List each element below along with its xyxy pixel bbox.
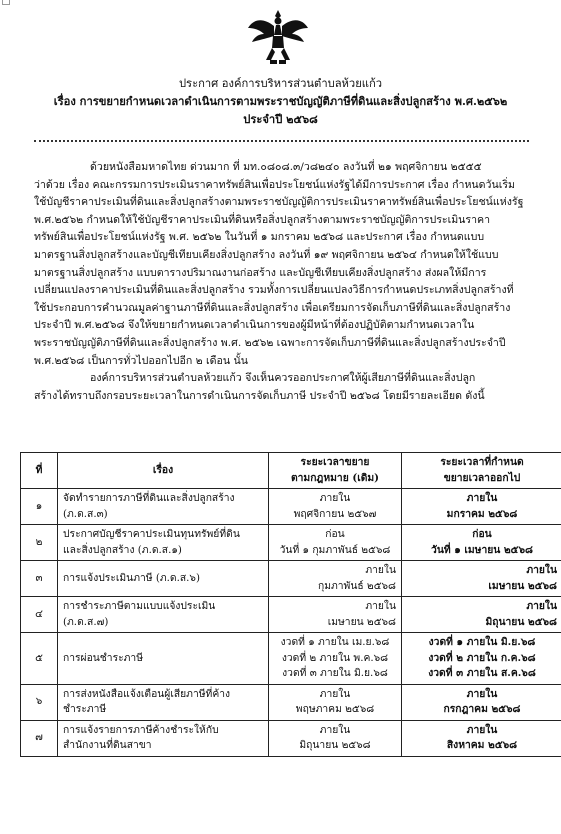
body-line: มาตรฐานสิ่งปลูกสร้าง แบบตารางปริมาณงานก่อสร้าง และบัญชีเทียบเคียงสิ่งปลูกสร้าง ส่งผลให้มีการ <box>34 266 487 279</box>
announcement-org-title: ประกาศ องค์การบริหารส่วนตำบลห้วยแก้ว <box>178 77 383 90</box>
body-line: มาตรฐานสิ่งปลูกสร้างและบัญชีเทียบเคียงสิ่งปลูกสร้าง ลงวันที่ ๑๙ พฤศจิกายน ๒๕๖๔ กำหนดให้ใช้แบบ <box>34 248 499 261</box>
announcement-body <box>34 159 529 405</box>
row-old-period <box>269 597 402 633</box>
new-line: งวดที่ ๒ ภายใน ก.ค.๖๘ <box>428 651 536 664</box>
body-line: ทรัพย์สินเพื่อประโยชน์แห่งรัฐ พ.ศ. ๒๕๖๒ ในวันที่ ๑ มกราคม ๒๕๖๘ และประกาศ เรื่อง กำหนดแบบ <box>34 231 485 244</box>
row-subject <box>58 561 269 597</box>
table-row <box>21 597 561 633</box>
old-line: ภายใน <box>319 723 351 736</box>
body-line: ประจำปี พ.ศ.๒๕๖๘ จึงให้ขยายกำหนดเวลาดำเนินการของผู้มีหน้าที่ต้องปฏิบัติตามกำหนดเวลาใน <box>34 319 475 332</box>
old-line: ภายใน <box>365 600 396 612</box>
row-old-period <box>269 489 402 525</box>
body-line: พ.ศ.๒๕๖๘ เป็นการทั่วไปออกไปอีก ๒ เดือน นั้น <box>34 354 248 367</box>
body-line: ว่าด้วย เรื่อง คณะกรรมการประเมินราคาทรัพย์สินเพื่อประโยชน์แห่งรัฐได้มีการประกาศ เรื่อง กำหนดวันเริ่ม <box>34 178 516 191</box>
subject-line: จัดทำรายการภาษีที่ดินและสิ่งปลูกสร้าง <box>63 492 235 504</box>
new-line: เมษายน ๒๕๖๘ <box>488 579 557 592</box>
row-no: ๗ <box>21 720 58 756</box>
body-line: พระราชบัญญัติภาษีที่ดินและสิ่งปลูกสร้าง พ.ศ. ๒๕๖๒ เฉพาะการจัดเก็บภาษีที่ดินและสิ่งปลูกสร้างประจำปี <box>34 336 506 349</box>
header-no: ที่ <box>21 453 58 489</box>
header-new-line: ขยายเวลาออกไป <box>443 471 521 484</box>
row-no: ๕ <box>21 633 58 685</box>
row-subject <box>58 525 269 561</box>
row-new-period <box>402 684 561 720</box>
old-line: พฤษภาคม ๒๕๖๘ <box>295 703 375 715</box>
new-line: งวดที่ ๓ ภายใน ส.ค.๖๘ <box>428 667 536 679</box>
header-new-period <box>402 453 561 489</box>
old-line: พฤศจิกายน ๒๕๖๗ <box>293 507 377 520</box>
subject-line: ประกาศบัญชีราคาประเมินทุนทรัพย์ที่ดิน <box>63 528 240 540</box>
body-line: องค์การบริหารส่วนตำบลห้วยแก้ว จึงเห็นควรออกประกาศให้ผู้เสียภาษีที่ดินและสิ่งปลูก <box>90 372 476 385</box>
new-line: มกราคม ๒๕๖๘ <box>446 507 518 520</box>
row-old-period <box>269 525 402 561</box>
subject-line: การผ่อนชำระภาษี <box>63 651 143 664</box>
row-no: ๖ <box>21 684 58 720</box>
row-new-period <box>402 633 561 685</box>
table-row <box>21 489 561 525</box>
new-line: ภายใน <box>466 687 498 700</box>
old-line: ภายใน <box>319 687 351 700</box>
header-old-line: ตามกฎหมาย (เดิม) <box>290 471 380 484</box>
row-subject <box>58 633 269 685</box>
old-line: มิถุนายน ๒๕๖๘ <box>299 739 371 751</box>
new-line: ภายใน <box>526 600 557 612</box>
table-row <box>21 633 561 685</box>
row-subject <box>58 597 269 633</box>
table-header-row <box>21 453 561 489</box>
row-subject <box>58 489 269 525</box>
row-new-period <box>402 525 561 561</box>
corner-mark <box>2 0 10 5</box>
body-line: ใช้บัญชีราคาประเมินที่ดินและสิ่งปลูกสร้างตามพระราชบัญญัติการประเมินราคาทรัพย์สินเพื่อประโยชน์แห่งรัฐ <box>34 196 524 209</box>
row-old-period <box>269 633 402 685</box>
new-line: งวดที่ ๑ ภายใน มิ.ย.๖๘ <box>428 636 536 648</box>
announcement-year: ประจำปี ๒๕๖๘ <box>243 112 318 126</box>
row-no: ๔ <box>21 597 58 633</box>
subject-line: ชำระภาษี <box>63 703 107 715</box>
old-line: วันที่ ๑ กุมภาพันธ์ ๒๕๖๘ <box>279 543 391 556</box>
old-line: ภายใน <box>319 492 351 504</box>
row-no: ๑ <box>21 489 58 525</box>
subject-line: (ภ.ด.ส.๓) <box>63 507 108 520</box>
header-subject: เรื่อง <box>58 453 269 489</box>
subject-line: การชำระภาษีตามแบบแจ้งประเมิน <box>63 600 216 612</box>
header-new-line: ระยะเวลาที่กำหนด <box>440 456 524 468</box>
garuda-emblem-icon <box>246 8 310 68</box>
new-line: วันที่ ๑ เมษายน ๒๕๖๘ <box>431 543 533 556</box>
old-line: กุมภาพันธ์ ๒๕๖๘ <box>317 579 396 592</box>
subject-line: การแจ้งประเมินภาษี (ภ.ด.ส.๖) <box>63 571 200 584</box>
subject-line: (ภ.ด.ส.๗) <box>63 615 109 628</box>
old-line: งวดที่ ๑ ภายใน เม.ย.๖๘ <box>280 636 390 648</box>
new-line: ภายใน <box>466 492 498 504</box>
old-line: ภายใน <box>365 564 396 576</box>
subject-line: และสิ่งปลูกสร้าง (ภ.ด.ส.๑) <box>63 543 182 556</box>
row-new-period <box>402 597 561 633</box>
row-new-period <box>402 489 561 525</box>
subject-line: สำนักงานที่ดินสาขา <box>63 739 152 751</box>
table-row <box>21 525 561 561</box>
announcement-subject: เรื่อง การขยายกำหนดเวลาดำเนินการตามพระราชบัญญัติภาษีที่ดินและสิ่งปลูกสร้าง พ.ศ.๒๕๖๒ <box>53 94 508 108</box>
body-line: ใช้ประกอบการคำนวณมูลค่าฐานภาษีที่ดินและสิ่งปลูกสร้าง เพื่อเตรียมการจัดเก็บภาษีที่ดินและสิ่งปลูกสร้าง <box>34 301 511 314</box>
row-no: ๓ <box>21 561 58 597</box>
subject-line: การส่งหนังสือแจ้งเตือนผู้เสียภาษีที่ค้าง <box>63 687 231 700</box>
body-line: เปลี่ยนแปลงราคาประเมินที่ดินและสิ่งปลูกสร้าง รวมทั้งการเปลี่ยนแปลงวิธีการกำหนดประเภทสิ่งปลูกสร้างที่ <box>34 284 514 297</box>
old-line: ก่อน <box>325 528 345 540</box>
body-line: พ.ศ.๒๕๖๒ กำหนดให้ใช้บัญชีราคาประเมินที่ดินหรือสิ่งปลูกสร้างตามพระราชบัญญัติการประเมินราคา <box>34 213 491 226</box>
row-new-period <box>402 561 561 597</box>
new-line: ก่อน <box>472 528 492 540</box>
new-line: มิถุนายน ๒๕๖๘ <box>485 615 557 628</box>
row-old-period <box>269 561 402 597</box>
row-subject <box>58 684 269 720</box>
row-old-period <box>269 720 402 756</box>
header-old-period <box>269 453 402 489</box>
table-row <box>21 561 561 597</box>
header-old-line: ระยะเวลาขยาย <box>300 456 370 468</box>
old-line: งวดที่ ๓ ภายใน มิ.ย.๖๘ <box>282 667 388 679</box>
dotted-separator <box>34 140 529 142</box>
table-row <box>21 720 561 756</box>
row-subject <box>58 720 269 756</box>
body-line: ด้วยหนังสือมหาดไทย ด่วนมาก ที่ มท.๐๘๐๘.๓/ว๘๒๔๐ ลงวันที่ ๒๑ พฤศจิกายน ๒๕๕๕ <box>90 161 482 173</box>
new-line: กรกฎาคม ๒๕๖๘ <box>443 703 521 715</box>
old-line: เมษายน ๒๕๖๘ <box>327 615 396 628</box>
row-old-period <box>269 684 402 720</box>
row-no: ๒ <box>21 525 58 561</box>
subject-line: การแจ้งรายการภาษีค้างชำระให้กับ <box>63 723 219 736</box>
row-new-period <box>402 720 561 756</box>
table-row <box>21 684 561 720</box>
new-line: ภายใน <box>466 723 498 736</box>
body-line: สร้างได้ทราบถึงกรอบระยะเวลาในการดำเนินการจัดเก็บภาษี ประจำปี ๒๕๖๘ โดยมีรายละเอียด ดังนี้ <box>34 389 485 402</box>
new-line: สิงหาคม ๒๕๖๘ <box>446 739 518 751</box>
schedule-table <box>20 452 561 757</box>
new-line: ภายใน <box>526 564 557 576</box>
old-line: งวดที่ ๒ ภายใน พ.ค.๖๘ <box>281 651 389 664</box>
